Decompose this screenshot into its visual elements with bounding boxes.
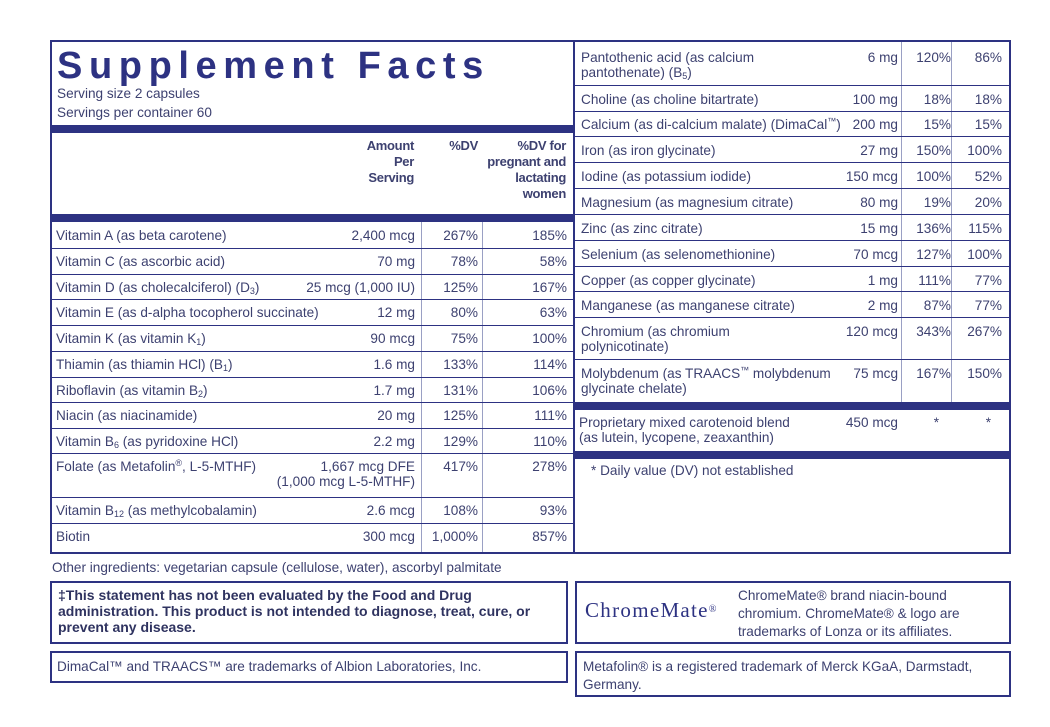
nutrient-name: Vitamin K (as vitamin $K_1$) [56,331,206,347]
facts-title: Supplement Facts [57,45,490,87]
nutrient-dv-pregnant: 857% [532,529,567,544]
nutrient-amount: 6 mg [867,50,898,65]
nutrient-name: Folate (as Metafolin®, L-5-MTHF) [56,458,257,474]
col-rule-3 [901,42,902,405]
nutrient-amount: 25 mcg (1,000 IU) [306,280,415,295]
row-divider [575,111,1009,112]
nutrient-name: Selenium (as selenomethionine) [581,247,776,262]
row-divider [575,240,1009,241]
nutrient-dv-pregnant: 110% [533,434,567,449]
nutrient-dv-pregnant: 15% [974,117,1002,132]
nutrient-name: Vitamin C (as ascorbic acid) [56,254,225,269]
nutrient-amount: 1,667 mcg DFE (1,000 mcg L-5-MTHF) [276,459,415,489]
row-divider [52,325,573,326]
nutrient-amount: 200 mg [852,117,898,132]
row-divider [52,523,573,524]
nutrient-dv-pregnant: 100% [967,143,1002,158]
nutrient-dv-pregnant: 185% [532,228,567,243]
nutrient-dv: 78% [450,254,478,269]
nutrient-dv-pregnant: 106% [532,383,567,398]
metafolin-box [575,651,1011,697]
left-column [52,42,573,552]
nutrient-amount: 70 mcg [853,247,898,262]
col-rule-1 [421,222,422,552]
metafolin-note: Metafolin® is a registered trademark of Merck KGaA, Darmstadt, Germany. [583,659,973,692]
nutrient-name: Vitamin $B_{12}$ (as methylcobalamin) [56,503,257,519]
nutrient-dv-pregnant: 114% [533,357,567,372]
nutrient-amount: 90 mcg [370,331,415,346]
header-amount: Amount Per Serving [366,138,414,185]
header-dv: %DV [449,138,478,153]
top-thick-rule [52,125,573,133]
nutrient-dv: 80% [450,305,478,320]
row-divider [52,428,573,429]
nutrient-dv: 131% [443,383,478,398]
nutrient-dv: 108% [443,503,478,518]
nutrient-dv: 129% [443,434,478,449]
nutrient-dv-pregnant: 20% [974,195,1002,210]
nutrient-amount: 1.6 mg [373,357,415,372]
nutrient-dv-pregnant: 115% [968,221,1002,236]
nutrient-name: Magnesium (as magnesium citrate) [581,195,794,210]
nutrient-dv: 18% [923,92,951,107]
nutrient-name: Vitamin E (as d-alpha tocopherol succinate) [56,305,319,320]
nutrient-name: Vitamin $B_6$ (as pyridoxine HCl) [56,434,239,450]
chromemate-text: ChromeMate® brand niacin-bound chromium. ChromeMate® & logo are trademarks of Lonza or its affiliates. [738,588,960,639]
nutrient-amount: 2.6 mcg [366,503,415,518]
row-divider [52,453,573,454]
nutrient-name: Iron (as iron glycinate) [581,143,716,158]
nutrient-name: Riboflavin (as vitamin $B_2$) [56,383,208,399]
row-divider [575,266,1009,267]
nutrient-dv: 343% [916,324,951,339]
nutrient-dv: 150% [916,143,951,158]
nutrient-dv-pregnant: 267% [967,324,1002,339]
nutrient-name: Molybdenum (as TRAACS™ molybdenum glycinate chelate) [581,365,831,396]
nutrient-name: Biotin [56,529,91,544]
nutrient-dv-pregnant: 167% [532,280,567,295]
nutrient-dv: 15% [923,117,951,132]
right-column [575,42,1009,552]
row-divider [575,317,1009,318]
nutrient-dv: 75% [450,331,478,346]
dimacal-note: DimaCal™ and TRAACS™ are trademarks of Albion Laboratories, Inc. [57,659,482,674]
nutrient-dv-pregnant: 100% [967,247,1002,262]
nutrient-dv: 120% [916,50,951,65]
dimacal-box [50,651,568,683]
row-divider [575,85,1009,86]
nutrient-amount: 75 mcg [853,366,898,381]
nutrient-amount: 150 mcg [845,169,898,184]
nutrient-amount: 1.7 mg [373,383,415,398]
row-divider [52,402,573,403]
proprietary-top-rule [575,402,1009,410]
nutrient-dv: 133% [443,357,478,372]
nutrient-dv-pregnant: 150% [967,366,1002,381]
proprietary-bottom-rule [575,451,1009,459]
nutrient-amount: 20 mg [377,408,415,423]
nutrient-amount: 12 mg [377,305,415,320]
nutrient-name: Calcium (as di-calcium malate) (DimaCal™) [581,116,841,132]
nutrient-name: Chromium (as chromium polynicotinate) [581,324,730,354]
nutrient-name: Zinc (as zinc citrate) [581,221,703,236]
serving-size: Serving size 2 capsules [57,86,200,101]
nutrient-dv: 125% [443,408,478,423]
nutrient-amount: 2 mg [867,298,898,313]
nutrient-dv: 167% [916,366,951,381]
nutrient-name: Copper (as copper glycinate) [581,273,756,288]
nutrient-dv-pregnant: 100% [532,331,567,346]
row-divider [575,291,1009,292]
row-divider [575,162,1009,163]
servings-per-container: Servings per container 60 [57,105,212,120]
nutrient-dv-pregnant: 77% [974,298,1002,313]
nutrient-amount: 120 mcg [845,324,898,339]
nutrient-dv-pregnant: 58% [539,254,567,269]
nutrient-name: Manganese (as manganese citrate) [581,298,795,313]
nutrient-dv-pregnant: 63% [539,305,567,320]
nutrient-dv-pregnant: 52% [974,169,1002,184]
nutrient-dv: 19% [923,195,951,210]
row-divider [52,274,573,275]
nutrient-dv: 267% [443,228,478,243]
header-thick-rule [52,214,573,222]
row-divider [52,497,573,498]
nutrient-dv: 111% [918,273,951,288]
nutrient-name: Vitamin A (as beta carotene) [56,228,227,243]
proprietary-dv: * [933,415,939,430]
other-ingredients: Other ingredients: vegetarian capsule (cellulose, water), ascorbyl palmitate [52,560,502,575]
nutrient-amount: 300 mcg [362,529,415,544]
nutrient-name: Vitamin D (as cholecalciferol) $(D_3)$ [56,280,260,296]
nutrient-dv-pregnant: 18% [974,92,1002,107]
nutrient-dv: 136% [916,221,951,236]
header-dv-pregnant: %DV for pregnant and lactating women [487,138,566,201]
row-divider [52,299,573,300]
nutrient-name: Niacin (as niacinamide) [56,408,198,423]
proprietary-name: Proprietary mixed carotenoid blend (as lutein, lycopene, zeaxanthin) [579,415,790,445]
nutrient-name: Thiamin (as thiamin HCl) $(B_1)$ [56,357,233,373]
nutrient-amount: 100 mg [852,92,898,107]
fda-statement-box [50,581,568,644]
col-rule-2 [482,222,483,552]
nutrient-dv-pregnant: 278% [532,459,567,474]
nutrient-amount: 1 mg [867,273,898,288]
proprietary-dv-pregnant: * [985,415,991,430]
row-divider [575,136,1009,137]
nutrient-name: Choline (as choline bitartrate) [581,92,759,107]
row-divider [575,214,1009,215]
nutrient-amount: 2.2 mg [373,434,415,449]
dv-footnote: * Daily value (DV) not established [591,463,794,478]
nutrient-dv: 125% [443,280,478,295]
nutrient-amount: 70 mg [377,254,415,269]
fda-statement: ‡This statement has not been evaluated by the Food and Drug administration. This product is not intended to diagnose, treat, cure, or prevent any disease. [58,587,531,635]
proprietary-amount: 450 mcg [845,415,898,430]
nutrient-amount: 80 mg [860,195,898,210]
row-divider [52,377,573,378]
col-rule-4 [951,42,952,405]
nutrient-dv: 417% [443,459,478,474]
nutrient-amount: 2,400 mcg [351,228,415,243]
row-divider [52,351,573,352]
nutrient-dv-pregnant: 93% [539,503,567,518]
row-divider [575,188,1009,189]
row-divider [575,359,1009,360]
nutrient-name: Iodine (as potassium iodide) [581,169,752,184]
nutrient-name: Pantothenic acid (as calcium pantothenate) $(B_5)$ [581,50,755,81]
nutrient-dv: 127% [916,247,951,262]
chromemate-logo: ChromeMate® [585,598,718,622]
nutrient-amount: 15 mg [860,221,898,236]
nutrient-dv: 87% [923,298,951,313]
nutrient-dv-pregnant: 77% [974,273,1002,288]
chromemate-box [575,581,1011,644]
nutrient-dv: 1,000% [431,529,478,544]
nutrient-dv: 100% [916,169,951,184]
nutrient-amount: 27 mg [860,143,898,158]
row-divider [52,248,573,249]
nutrient-dv-pregnant: 86% [974,50,1002,65]
nutrient-dv-pregnant: 111% [534,408,567,423]
